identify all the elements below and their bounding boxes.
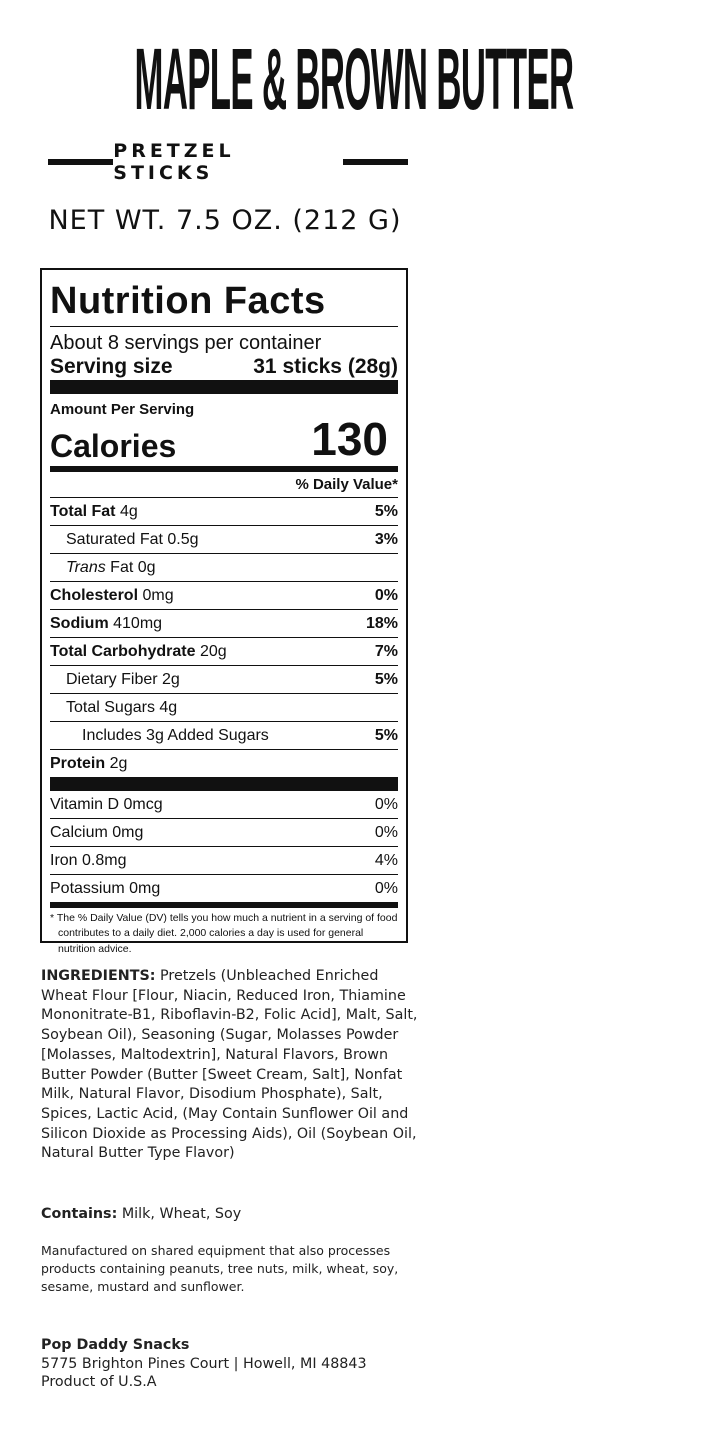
- vitamin-row-potassium: [50, 874, 398, 902]
- nutrient-name: Sodium: [50, 614, 109, 632]
- nutrient-name: Total Sugars: [66, 698, 155, 716]
- nutrient-row-protein: [50, 749, 398, 777]
- nutrient-row-total-carbohydrate: [50, 637, 398, 665]
- footnote-divider: [50, 902, 398, 908]
- thick-divider: [50, 380, 398, 394]
- ingredients-label: INGREDIENTS:: [41, 968, 156, 984]
- vitamin-row-vitamin-d: [50, 791, 398, 818]
- allergen-contains: [41, 1206, 421, 1222]
- right-divider-bar: [343, 159, 408, 165]
- contains-text: Milk, Wheat, Soy: [121, 1206, 242, 1222]
- servings-per-container: About 8 servings per container: [50, 332, 322, 354]
- vitamin-dv: 0%: [374, 879, 398, 897]
- nutrient-amount: Fat 0g: [110, 558, 156, 576]
- nutrient-amount: 2g: [109, 754, 128, 772]
- nutrient-name: Includes 3g Added Sugars: [82, 726, 269, 744]
- nutrient-row-added-sugars: [50, 721, 398, 749]
- nutrient-row-saturated-fat: [50, 525, 398, 553]
- vitamin-dv: 0%: [374, 823, 398, 841]
- nutrient-row-total-fat: [50, 497, 398, 525]
- nutrient-dv: 0%: [374, 586, 398, 604]
- nutrition-facts-title: Nutrition Facts: [50, 280, 326, 322]
- vitamin-name: Calcium 0mg: [50, 823, 144, 841]
- nutrient-name: Total Carbohydrate: [50, 642, 196, 660]
- calories-label: Calories: [50, 428, 177, 465]
- nutrient-row-sodium: [50, 609, 398, 637]
- vitamin-row-calcium: [50, 818, 398, 846]
- serving-size-label: Serving size: [50, 355, 173, 378]
- nutrient-dv: 3%: [374, 530, 398, 548]
- nutrient-name: Total Fat: [50, 502, 116, 520]
- nutrient-name: Saturated Fat: [66, 530, 163, 548]
- divider: [50, 326, 398, 327]
- calories-value: 130: [311, 413, 388, 466]
- nutrient-amount: 4g: [119, 502, 138, 520]
- serving-size-value: 31 sticks (28g): [253, 355, 398, 378]
- nutrient-amount: 2g: [162, 670, 180, 688]
- product-title: MAPLE & BROWN BUTTER: [134, 29, 574, 128]
- nutrient-amount: 0mg: [142, 586, 174, 604]
- nutrient-name: Trans: [66, 558, 106, 576]
- ingredients-text: Pretzels (Unbleached Enriched Wheat Flour [Flour, Niacin, Reduced Iron, Thiamine Mononitrate-B1, Riboflavin-B2, Folic Acid], Malt, Salt, Soybean Oil), Seasoning (Sugar, Molasses Powder [Molasses, Maltodextrin], Natural Flavors, Brown Butter Powder (Butter [Sweet Cream, Salt], Nonfat Milk, Natural Flavor, Disodium Phosphate), Salt, Spices, Lactic Acid, (May Contain Sunflower Oil and Silicon Dioxide as Processing Aids), Oil (Soybean Oil, Natural Butter Type Flavor): [41, 968, 418, 1162]
- nutrient-amount: 4g: [159, 698, 178, 716]
- nutrient-row-cholesterol: [50, 581, 398, 609]
- vitamin-row-iron: [50, 846, 398, 874]
- product-subtitle-row: [48, 140, 408, 184]
- vitamins-divider: [50, 777, 398, 791]
- nutrient-dv: 5%: [374, 670, 398, 688]
- nutrient-dv: 18%: [365, 614, 398, 632]
- nutrient-name: Dietary Fiber: [66, 670, 158, 688]
- company-info: [41, 1336, 421, 1392]
- calories-row: [50, 413, 398, 466]
- company-name: Pop Daddy Snacks: [41, 1337, 190, 1353]
- serving-size-row: [50, 355, 398, 378]
- nutrient-amount: 410mg: [113, 614, 163, 632]
- left-divider-bar: [48, 159, 113, 165]
- product-origin: Product of U.S.A: [41, 1374, 157, 1391]
- vitamin-name: Iron 0.8mg: [50, 851, 127, 869]
- nutrient-row-dietary-fiber: [50, 665, 398, 693]
- nutrition-facts-panel: [40, 268, 408, 955]
- daily-value-header: % Daily Value*: [295, 476, 398, 494]
- nutrient-dv: 7%: [374, 642, 398, 660]
- product-subtitle: PRETZEL STICKS: [113, 140, 235, 184]
- vitamin-dv: 4%: [374, 851, 398, 869]
- vitamin-dv: 0%: [374, 795, 398, 813]
- shared-equipment-statement: Manufactured on shared equipment that also processes products containing peanuts, tree nuts, milk, wheat, soy, sesame, mustard and sunflower.: [41, 1243, 399, 1295]
- contains-label: Contains:: [41, 1206, 118, 1222]
- vitamin-name: Vitamin D 0mcg: [50, 795, 163, 813]
- nutrient-name: Cholesterol: [50, 586, 139, 604]
- nutrient-row-trans-fat: [50, 553, 398, 581]
- ingredients-block: [41, 967, 421, 1164]
- company-address: 5775 Brighton Pines Court | Howell, MI 48843: [41, 1355, 367, 1372]
- nutrient-name: Protein: [50, 754, 106, 772]
- nutrient-row-total-sugars: [50, 693, 398, 721]
- amount-per-serving: Amount Per Serving: [50, 401, 195, 419]
- net-weight: NET WT. 7.5 OZ. (212 G): [48, 205, 402, 236]
- daily-value-footnote: * The % Daily Value (DV) tells you how much a nutrient in a serving of food contributes to a daily diet. 2,000 calories a day is used for general nutrition advice.: [50, 912, 398, 955]
- nutrient-dv: 5%: [374, 726, 398, 744]
- nutrient-amount: 20g: [199, 642, 227, 660]
- vitamin-name: Potassium 0mg: [50, 879, 161, 897]
- nutrient-dv: 5%: [374, 502, 398, 520]
- nutrient-amount: 0.5g: [167, 530, 199, 548]
